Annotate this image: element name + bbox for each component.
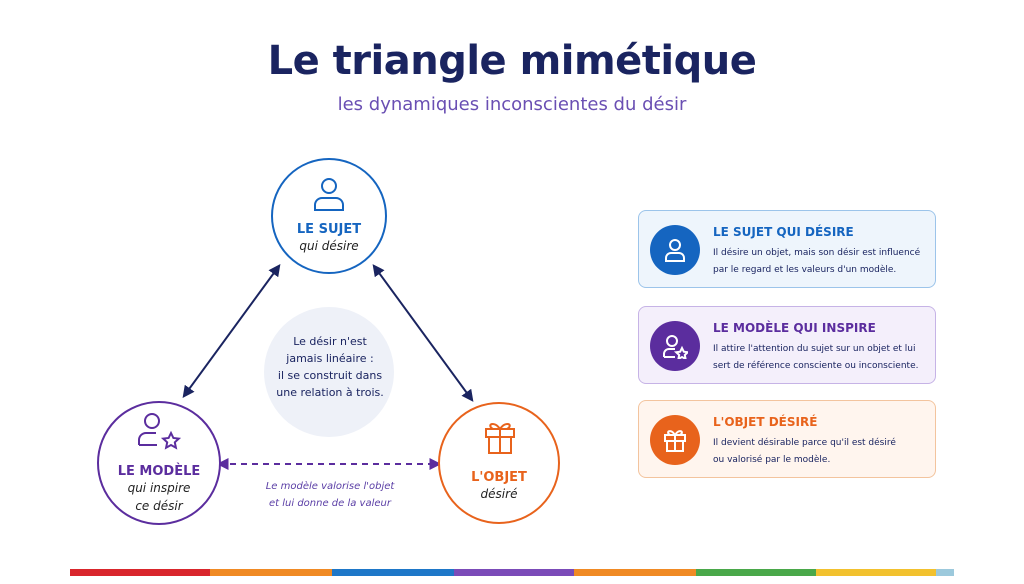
node-objet-title: L'OBJET [471, 470, 527, 485]
card-modele-desc [713, 341, 929, 375]
card-objet-desc [713, 435, 929, 469]
node-modele-subtitle-1: qui inspire [127, 481, 191, 495]
node-modele-title: LE MODÈLE [117, 464, 201, 479]
card-objet [638, 400, 936, 478]
card-objet-line: Il devient désirable parce qu'il est désiré [713, 438, 896, 448]
center-text-line: il se construit dans [277, 369, 383, 382]
card-modele-line: sert de référence consciente ou inconsciente. [713, 361, 919, 371]
footer-bar-segment [696, 569, 816, 576]
card-sujet-title: LE SUJET QUI DÉSIRE [713, 225, 854, 239]
card-modele-line: Il attire l'attention du sujet sur un objet et lui [713, 344, 916, 354]
center-text-line: Le désir n'est [293, 335, 367, 348]
node-objet-subtitle: désiré [480, 487, 518, 501]
person-icon [662, 237, 688, 263]
card-modele-title: LE MODÈLE QUI INSPIRE [713, 321, 876, 335]
node-sujet-circle [272, 159, 386, 273]
card-sujet-line: par le regard et les valeurs d'un modèle. [713, 265, 897, 275]
node-objet [449, 470, 549, 503]
card-modele-badge [650, 321, 700, 371]
gift-icon [662, 427, 688, 453]
page-subtitle: les dynamiques inconscientes du désir [337, 94, 687, 115]
card-sujet-line: Il désire un objet, mais son désir est influencé [713, 248, 921, 258]
node-objet-circle [439, 403, 559, 523]
footer-bar-segment [816, 569, 936, 576]
footer-bar-segment [332, 569, 454, 576]
card-sujet-badge [650, 225, 700, 275]
node-sujet-title: LE SUJET [296, 222, 362, 237]
footer-bar-segment [210, 569, 332, 576]
card-sujet-desc [713, 245, 929, 279]
card-objet-line: ou valorisé par le modèle. [713, 455, 831, 465]
center-text [262, 333, 398, 401]
center-text-line: une relation à trois. [276, 386, 384, 399]
edge-label-line: Le modèle valorise l'objet [265, 481, 395, 492]
page-title: Le triangle mimétique [267, 38, 757, 84]
node-sujet-subtitle: qui désire [299, 239, 359, 253]
person-star-icon [662, 333, 688, 359]
footer-bar-segment [454, 569, 574, 576]
card-objet-title: L'OBJET DÉSIRÉ [713, 415, 818, 429]
center-text-line: jamais linéaire : [286, 352, 374, 365]
edge-label [235, 478, 425, 512]
node-modele-subtitle-2: ce désir [135, 499, 183, 513]
card-sujet [638, 210, 936, 288]
footer-bar-segment [70, 569, 210, 576]
node-modele [99, 464, 219, 515]
card-modele [638, 306, 936, 384]
card-objet-badge [650, 415, 700, 465]
footer-bar-segment [936, 569, 954, 576]
footer-bar-segment [574, 569, 696, 576]
node-sujet [279, 222, 379, 255]
edge-label-line: et lui donne de la valeur [269, 498, 391, 509]
